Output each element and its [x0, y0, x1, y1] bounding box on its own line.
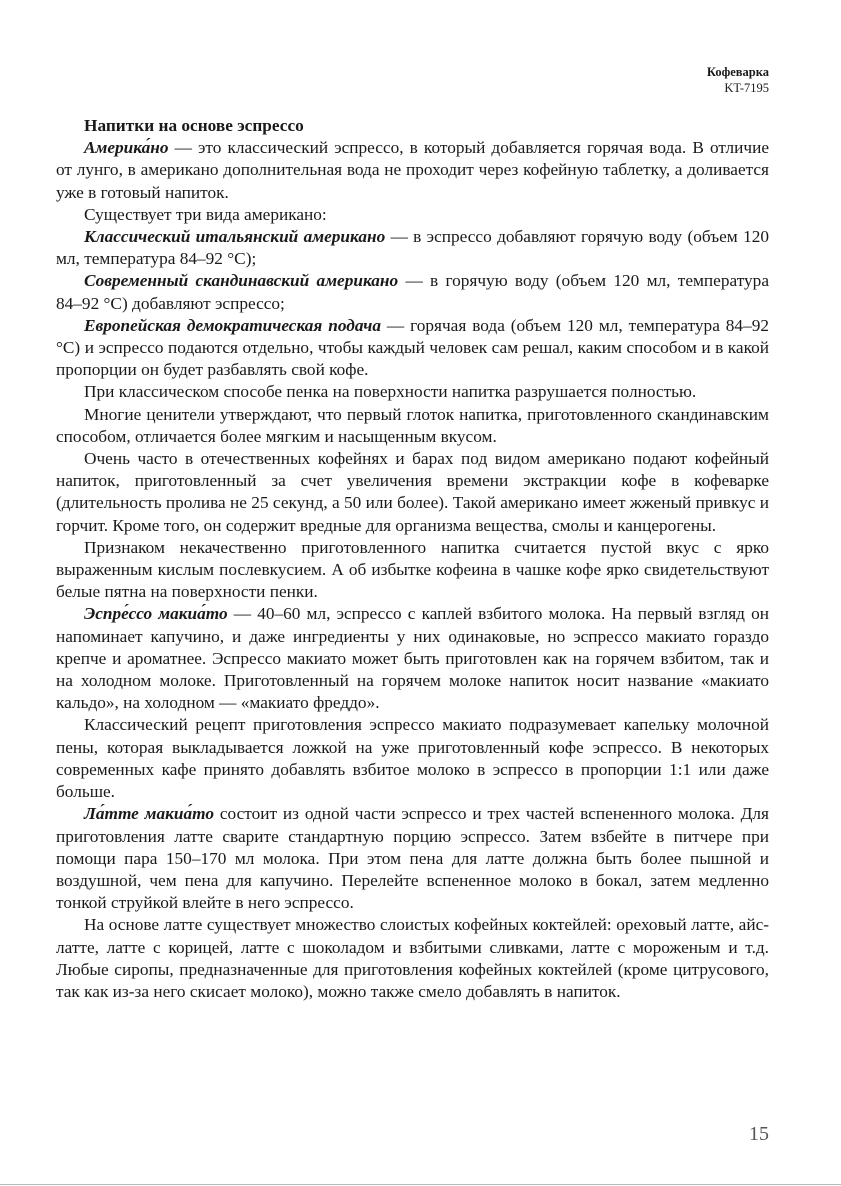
paragraph-text: — в горячую воду (объем 120 мл, температура 84–92 °С) добавляют эспрессо; — [56, 271, 769, 313]
section-title: Напитки на основе эспрессо — [84, 116, 304, 135]
term-classic-italian: Классический итальянский американо — [84, 227, 386, 247]
paragraph-text: — горячая вода (объем 120 мл, температура 84–92 °С) и эспрессо подаются отдельно, чтобы каждый человек сам решал, каким способом и в какой пропорции он будет разбавлять свой кофе. — [56, 315, 769, 380]
bottom-rule — [0, 1184, 841, 1185]
page-number: 15 — [749, 1123, 769, 1145]
paragraph-text: — в эспрессо добавляют горячую воду (объем 120 мл, температура 84–92 °С); — [56, 227, 769, 269]
page-header — [707, 64, 769, 96]
paragraph-text: — 40–60 мл, эспрессо с каплей взбитого молока. На первый взгляд он напоминает капучино, и даже ингредиенты у них одинаковые, но эспрессо макиато гораздо крепче и ароматнее. Эспрессо макиато может быть приготовлен как на горячем взбитом, так и на холодном молоке. Приготовленный на горячем молоке напиток носит название «макиато кальдо», на холодном — «макиато фреддо». — [56, 604, 770, 713]
paragraph-latte-macchiato — [56, 803, 769, 914]
term-european-democratic: Европейская демократическая подача — [84, 315, 381, 335]
term-latte-macchiato: Ла́тте макиа́то — [84, 804, 215, 824]
paragraph-macchiato-recipe — [56, 714, 769, 803]
paragraph-modern-scandinavian — [56, 270, 769, 314]
paragraph-text: Классический рецепт приготовления эспрессо макиато подразумевает капельку молочной пены, которая выкладывается ложкой на уже приготовленный кофе эспрессо. В некоторых современных кафе принято добавлять взбитое молоко в эспрессо в пропорции 1:1 или даже больше. — [56, 715, 769, 802]
paragraph-classic-italian — [56, 226, 769, 270]
paragraph-text: При классическом способе пенка на поверхности напитка разрушается полностью. — [84, 382, 697, 402]
paragraph-classic-method — [56, 381, 769, 403]
term-modern-scandinavian: Современный скандинавский американо — [84, 271, 399, 291]
paragraph-quality-signs — [56, 537, 769, 604]
paragraph-text: Признаком некачественно приготовленного напитка считается пустой вкус с ярко выраженным кислым послевкусием. А об избытке кофеина в чашке кофе ярко свидетельствуют белые пятна на поверхности пенки. — [56, 537, 769, 602]
paragraph-european-democratic — [56, 315, 769, 382]
paragraph-text: Существует три вида американо: — [84, 204, 327, 224]
paragraph-bad-americano — [56, 448, 769, 537]
paragraph-latte-cocktails — [56, 914, 769, 1003]
paragraph-types-intro — [56, 204, 769, 226]
term-americano: Америка́но — [84, 138, 169, 158]
paragraph-text: состоит из одной части эспрессо и трех частей вспененного молока. Для приготовления латте сварите стандартную порцию эспрессо. Затем взбейте в питчере при помощи пара 150–170 мл молока. При этом пена для латте должна быть более пышной и воздушной, чем пена для капучино. Перелейте вспененное молоко в бокал, затем медленно тонкой струйкой влейте в него эспрессо. — [56, 804, 769, 913]
term-espresso-macchiato: Эспре́ссо макиа́то — [84, 604, 228, 624]
paragraph-text: На основе латте существует множество слоистых кофейных коктейлей: ореховый латте, айс-латте, латте с корицей, латте с шоколадом и взбитыми сливками, латте с мороженым и т.д. Любые сиропы, предназначенные для приготовления кофейных коктейлей (кроме цитрусового, так как из-за него скисает молоко), можно также смело добавлять в напиток. — [56, 915, 769, 1001]
paragraph-text: — это классический эспрессо, в который добавляется горячая вода. В отличие от лунго, в американо дополнительная вода не проходит через кофейную таблетку, а доливается уже в готовый напиток. — [56, 138, 769, 202]
paragraph-text: Многие ценители утверждают, что первый глоток напитка, приготовленного скандинавским способом, отличается более мягким и насыщенным вкусом. — [56, 404, 769, 446]
product-name: Кофеварка — [706, 65, 769, 79]
model-number: KT-7195 — [724, 81, 769, 95]
paragraph-connoisseurs — [56, 404, 769, 448]
page-content — [56, 115, 769, 1003]
paragraph-espresso-macchiato — [56, 603, 769, 714]
paragraph-americano — [56, 137, 769, 204]
paragraph-text: Очень часто в отечественных кофейнях и барах под видом американо подают кофейный напиток, приготовленный за счет увеличения времени экстракции кофе в кофеварке (длительность пролива не 25 секунд, а 50 или более). Такой американо имеет жженый привкус и горчит. Кроме того, он содержит вредные для организма вещества, смолы и канцерогены. — [56, 449, 769, 535]
